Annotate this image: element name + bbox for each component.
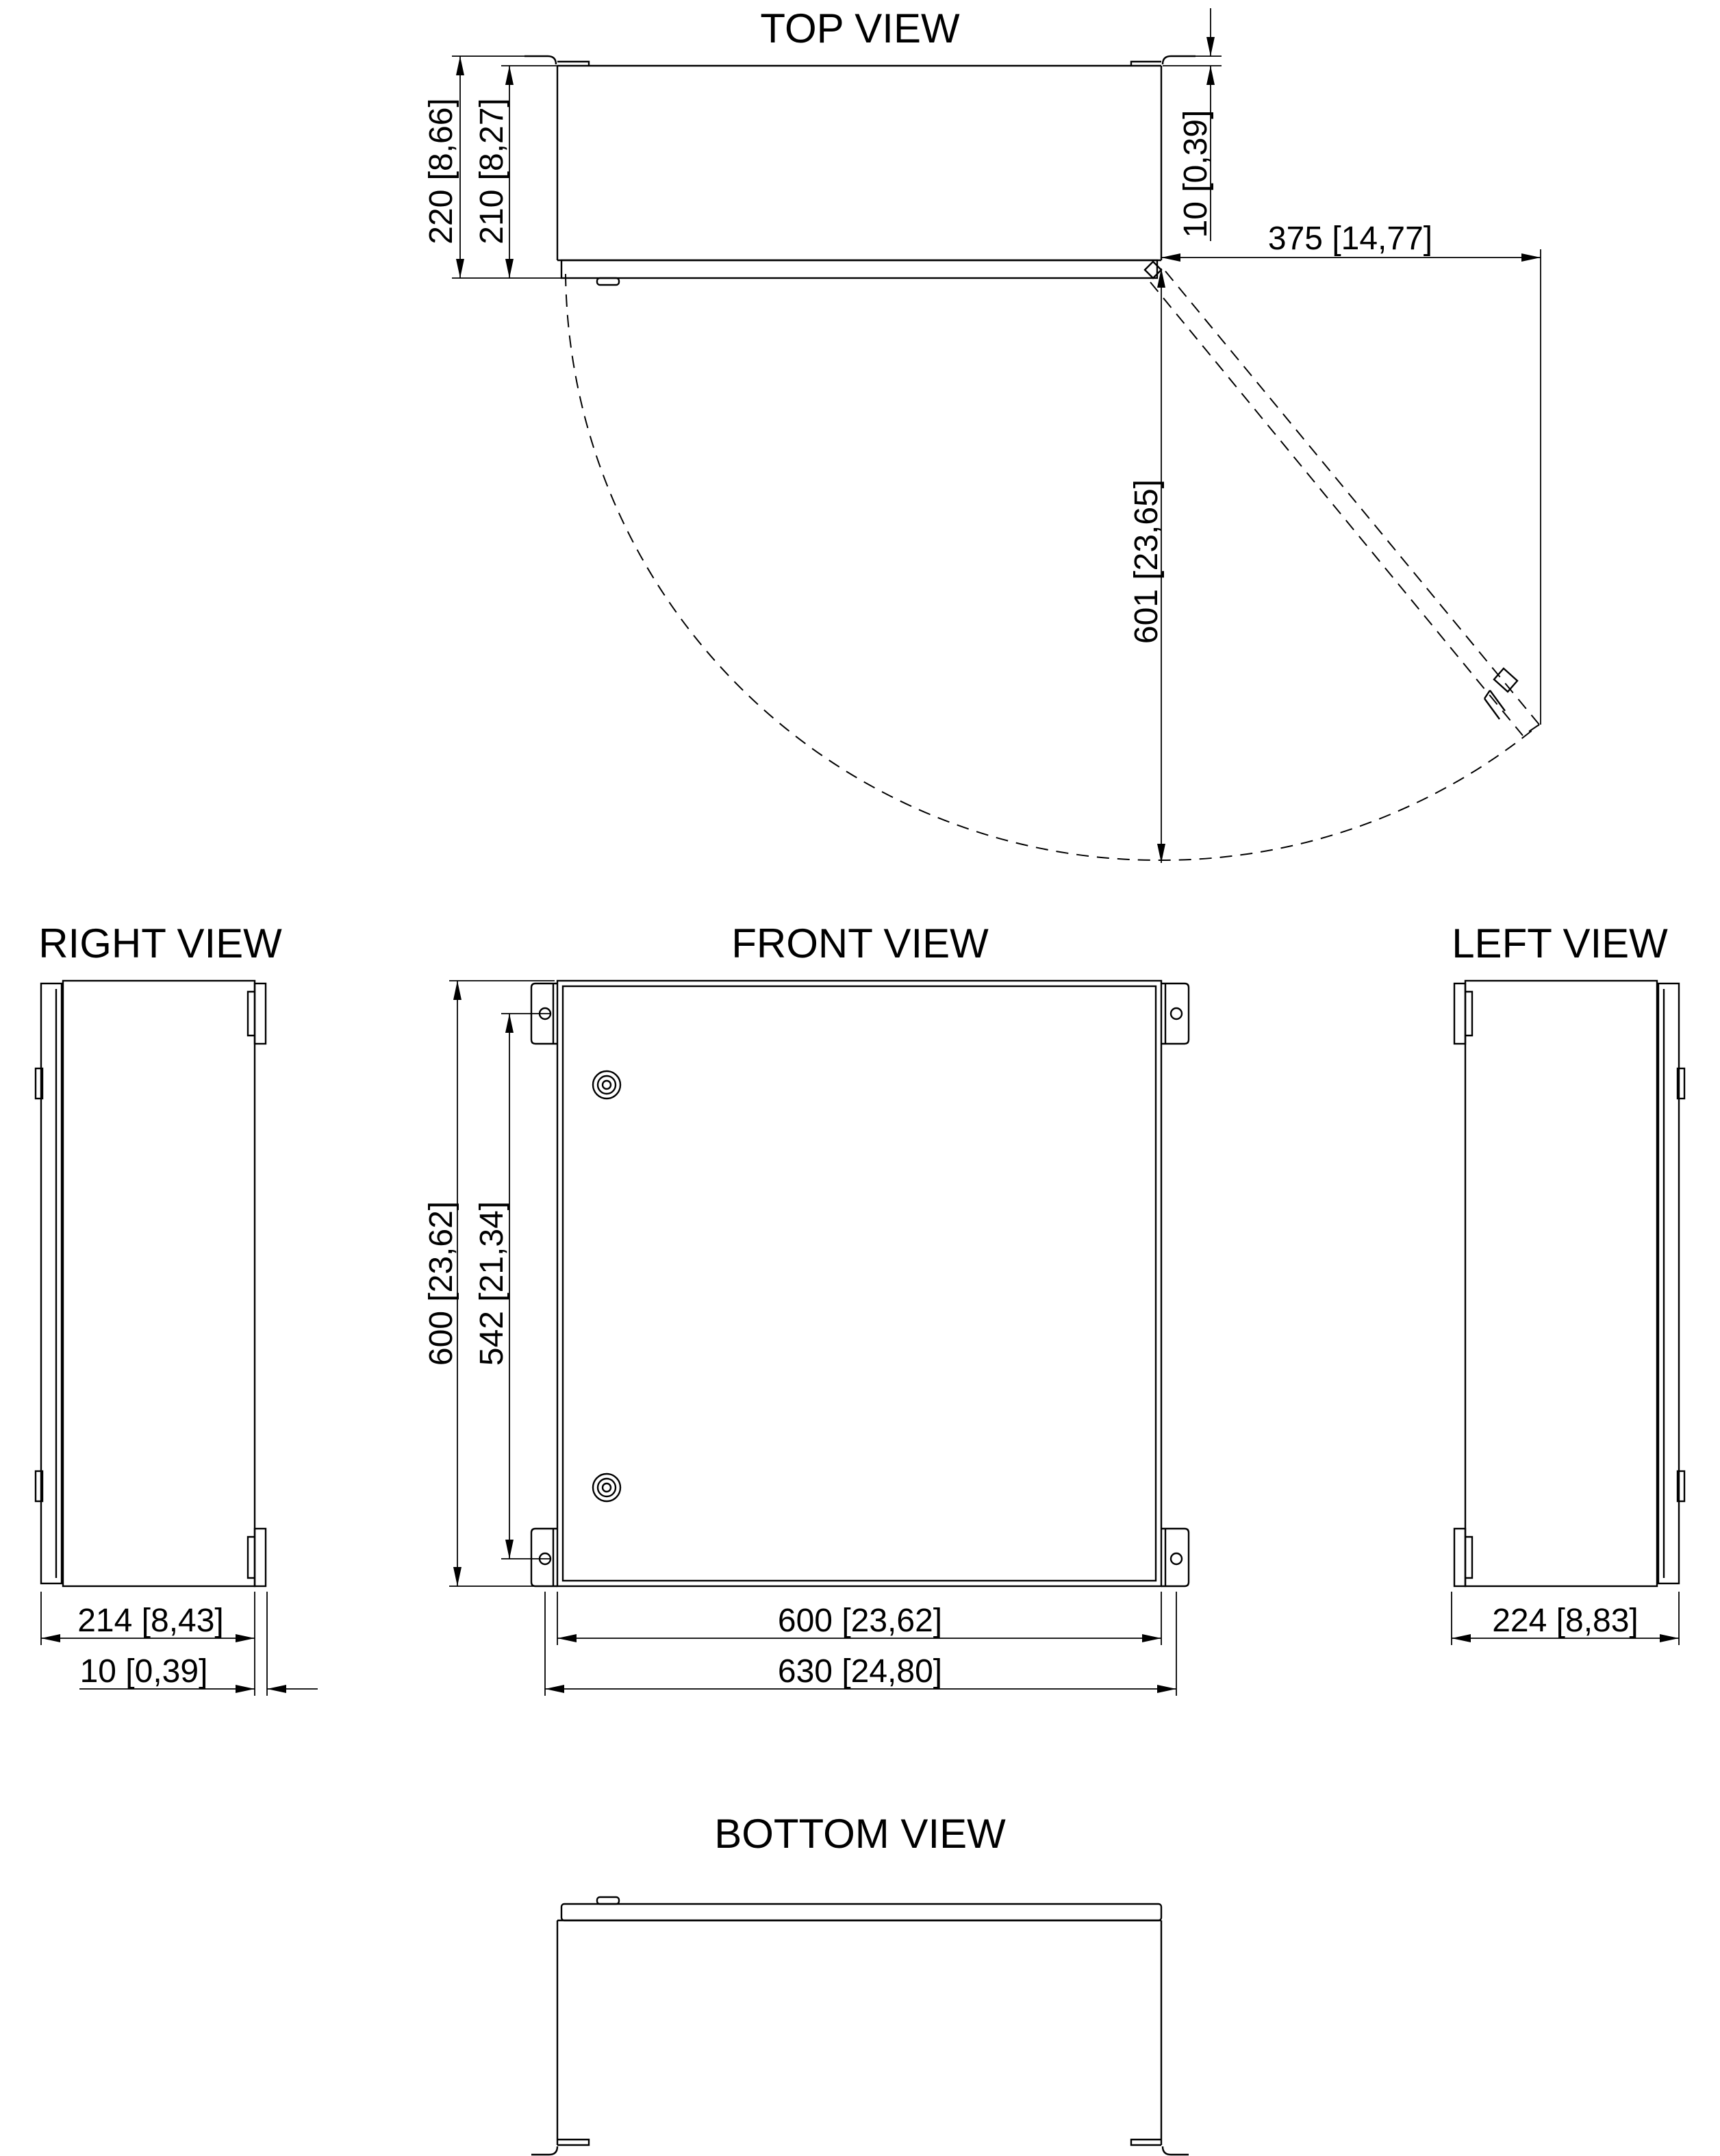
front-dimensions xyxy=(423,981,1176,1696)
right-bracket-top xyxy=(255,983,266,1044)
front-mount-hole-bottom-right xyxy=(1171,1553,1182,1564)
dim-214-label: 214 [8,43] xyxy=(77,1603,224,1639)
dim-10-top-extension-lines xyxy=(1163,56,1222,66)
door-swing-arc xyxy=(566,274,1539,860)
front-mount-hole-top-right xyxy=(1171,1008,1182,1019)
front-body xyxy=(557,981,1161,1586)
door-open-outline xyxy=(1150,271,1539,736)
bottom-door xyxy=(561,1904,1161,1920)
front-view-enclosure xyxy=(531,981,1189,1586)
door-swing xyxy=(566,271,1539,860)
dim-210-label: 210 [8,27] xyxy=(474,98,510,245)
bottom-left-flange xyxy=(531,2140,589,2155)
dim-10-top-label: 10 [0,39] xyxy=(1178,110,1214,238)
right-dimensions xyxy=(41,1592,318,1696)
front-view xyxy=(423,920,1189,1696)
dim-600-width-label: 600 [23,62] xyxy=(777,1603,943,1639)
top-view-enclosure xyxy=(524,56,1196,285)
dim-630-label: 630 [24,80] xyxy=(777,1653,943,1690)
bottom-right-flange xyxy=(1131,2140,1189,2155)
right-body xyxy=(63,981,255,1586)
right-bracket-bottom-slot xyxy=(248,1537,255,1578)
left-view-enclosure xyxy=(1454,981,1684,1586)
door-open-handle xyxy=(1484,668,1517,719)
top-view-title: TOP VIEW xyxy=(760,5,960,51)
top-body-outline xyxy=(557,66,1161,260)
lock-inner-ring xyxy=(598,1076,616,1094)
front-view-title: FRONT VIEW xyxy=(731,920,989,966)
dim-224-label: 224 [8,83] xyxy=(1492,1603,1639,1639)
front-lock-top xyxy=(593,1071,620,1099)
top-door-closed xyxy=(561,260,1157,278)
top-door-handle xyxy=(597,278,619,285)
top-hinge-symbol xyxy=(1145,262,1161,278)
bottom-view-title: BOTTOM VIEW xyxy=(714,1811,1006,1857)
left-body xyxy=(1465,981,1657,1586)
bottom-door-handle xyxy=(597,1897,619,1904)
front-bracket-bottom-right xyxy=(1161,1529,1189,1586)
top-view xyxy=(423,5,1541,863)
left-door-edge xyxy=(1658,983,1679,1583)
right-view-title: RIGHT VIEW xyxy=(38,920,282,966)
bottom-view xyxy=(531,1811,1189,2155)
left-bracket-bottom-slot xyxy=(1465,1537,1472,1578)
left-dimensions xyxy=(1452,1592,1679,1645)
right-view xyxy=(36,920,318,1696)
lock-core xyxy=(603,1483,611,1492)
left-bracket-top xyxy=(1454,983,1465,1044)
bottom-view-enclosure xyxy=(531,1897,1189,2155)
dim-10-right-label: 10 [0,39] xyxy=(79,1653,208,1690)
dim-600-height-label: 600 [23,62] xyxy=(423,1201,459,1366)
front-lock-bottom xyxy=(593,1474,620,1501)
left-view xyxy=(1452,920,1684,1645)
front-bracket-bottom-left xyxy=(531,1529,557,1586)
right-bracket-top-slot xyxy=(248,992,255,1036)
right-bracket-bottom xyxy=(255,1529,266,1586)
front-door xyxy=(563,986,1156,1581)
dim-220-label: 220 [8,66] xyxy=(423,98,459,245)
top-left-flange xyxy=(524,56,589,66)
front-bracket-top-right xyxy=(1161,983,1189,1044)
left-bracket-bottom xyxy=(1454,1529,1465,1586)
lock-inner-ring xyxy=(598,1479,616,1496)
left-bracket-top-slot xyxy=(1465,992,1472,1036)
bottom-body-outline xyxy=(557,1920,1161,2145)
top-dimensions xyxy=(423,8,1541,863)
dim-375-label: 375 [14,77] xyxy=(1267,221,1433,257)
left-view-title: LEFT VIEW xyxy=(1452,920,1668,966)
lock-core xyxy=(603,1081,611,1089)
right-door-edge xyxy=(41,983,62,1583)
dim-542-label: 542 [21,34] xyxy=(474,1201,510,1366)
top-right-flange xyxy=(1131,56,1196,66)
dim-601-label: 601 [23,65] xyxy=(1128,479,1165,644)
right-view-enclosure xyxy=(36,981,266,1586)
